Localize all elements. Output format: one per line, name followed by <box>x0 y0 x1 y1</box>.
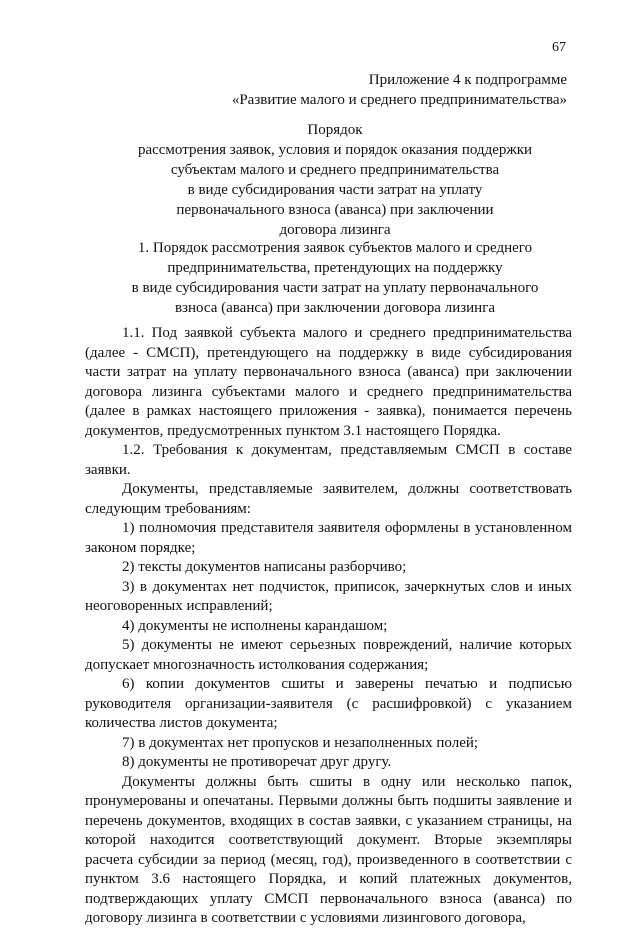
list-item: 5) документы не имеют серьезных повреждений, наличие которых допускает многозначность истолкования содержания; <box>85 637 572 673</box>
paragraph: 1.2. Требования к документам, представляемым СМСП в составе заявки. <box>85 442 572 478</box>
title-line: договора лизинга <box>279 222 391 238</box>
list-item: 7) в документах нет пропусков и незаполненных полей; <box>122 734 479 751</box>
appendix-heading <box>232 70 567 110</box>
title-line: Порядок <box>307 122 363 138</box>
title-line: рассмотрения заявок, условия и порядок оказания поддержки <box>137 142 533 158</box>
list-item: 2) тексты документов написаны разборчиво; <box>122 559 407 575</box>
document-title <box>100 120 570 240</box>
appendix-line: Приложение 4 к подпрограмме <box>368 72 567 88</box>
title-line: субъектам малого и среднего предпринимательства <box>170 162 500 178</box>
list-item: 4) документы не исполнены карандашом; <box>122 617 388 634</box>
list-item: 8) документы не противоречат друг другу. <box>122 754 392 770</box>
list-item: 3) в документах нет подчисток, приписок, зачеркнутых слов и иных неоговоренных исправлений; <box>85 578 572 614</box>
paragraph: Документы, представляемые заявителем, должны соответствовать следующим требованиям: <box>85 481 572 517</box>
title-line: в виде субсидирования части затрат на уплату <box>187 182 483 198</box>
list-item: 1) полномочия представителя заявителя оформлены в установленном законом порядке; <box>85 520 572 556</box>
title-line: первоначального взноса (аванса) при заключении <box>176 202 494 218</box>
paragraph: Документы должны быть сшиты в одну или несколько папок, пронумерованы и опечатаны. Первыми должны быть подшиты заявление и перечень документов, входящих в состав заявки, с указанием страницы, на которой находится соответствующий документ. Вторые экземпляры расчета субсидии за период (месяц, год), произведенного в соответствии с пунктом 3.6 настоящего Порядка, и копий платежных документов, подтверждающих уплату СМСП первоначального взноса (аванса) по договору лизинга в соответствии с условиями лизингового договора, <box>85 773 572 926</box>
paragraph: 1.1. Под заявкой субъекта малого и среднего предпринимательства (далее - СМСП), претендующего на поддержку в виде субсидирования части затрат на уплату первоначального взноса (аванса) при заключении договора лизинга субъектами малого и среднего предпринимательства (далее в рамках настоящего приложения - заявка), понимается перечень документов, предусмотренных пунктом 3.1 настоящего Порядка. <box>85 325 572 439</box>
section-heading-line: в виде субсидирования части затрат на уплату первоначального <box>131 280 539 296</box>
appendix-line: «Развитие малого и среднего предпринимательства» <box>231 92 567 108</box>
section-heading-line: предпринимательства, претендующих на поддержку <box>167 260 503 276</box>
page-number: 67 <box>552 40 566 55</box>
section-heading <box>100 238 570 318</box>
document-body <box>85 324 572 929</box>
section-heading-line: взноса (аванса) при заключении договора лизинга <box>174 300 496 316</box>
section-heading-line: 1. Порядок рассмотрения заявок субъектов малого и среднего <box>137 240 533 256</box>
list-item: 6) копии документов сшиты и заверены печатью и подписью руководителя организации-заявителя (с расшифровкой) с указанием количества листов документа; <box>85 676 572 731</box>
